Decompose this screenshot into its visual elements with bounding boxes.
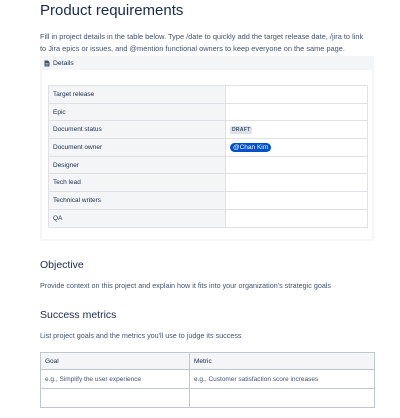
table-row bbox=[49, 103, 368, 121]
row-label-document-owner: Document owner bbox=[49, 139, 226, 157]
table-header-row bbox=[41, 353, 375, 370]
row-label-tech-lead: Tech lead bbox=[49, 174, 226, 192]
row-value-target-release[interactable] bbox=[226, 86, 368, 104]
row-label-target-release: Target release bbox=[49, 86, 226, 104]
page-title: Product requirements bbox=[40, 2, 184, 19]
table-row bbox=[49, 121, 368, 139]
table-row bbox=[41, 389, 375, 408]
success-metrics-table bbox=[40, 352, 375, 408]
details-panel bbox=[40, 56, 374, 241]
goal-cell[interactable] bbox=[41, 389, 190, 408]
row-label-qa: QA bbox=[49, 209, 226, 227]
row-value-epic[interactable] bbox=[226, 103, 368, 121]
row-value-tech-lead[interactable] bbox=[226, 174, 368, 192]
metric-cell[interactable] bbox=[190, 389, 375, 408]
column-header-goal: Goal bbox=[41, 353, 190, 370]
table-row bbox=[49, 139, 368, 157]
row-value-document-status[interactable] bbox=[226, 121, 368, 139]
row-label-document-status: Document status bbox=[49, 121, 226, 139]
row-value-document-owner[interactable] bbox=[226, 139, 368, 157]
details-table bbox=[48, 85, 368, 228]
row-value-qa[interactable] bbox=[226, 209, 368, 227]
table-row bbox=[49, 174, 368, 192]
table-row bbox=[49, 86, 368, 104]
success-metrics-heading: Success metrics bbox=[40, 309, 117, 321]
table-row bbox=[41, 370, 375, 389]
row-label-designer: Designer bbox=[49, 156, 226, 174]
row-label-technical-writers: Technical writers bbox=[49, 192, 226, 210]
objective-heading: Objective bbox=[40, 259, 84, 271]
table-row bbox=[49, 209, 368, 227]
intro-text: Fill in project details in the table below. Type /date to quickly add the target release date, /jira to link to Jira epics or issues, and @mention functional owners to keep everyone on the same page. bbox=[40, 32, 364, 53]
metric-cell[interactable]: e.g., Customer satisfaction score increases bbox=[190, 370, 375, 389]
row-label-epic: Epic bbox=[49, 103, 226, 121]
objective-text: Provide context on this project and explain how it fits into your organization's strategic goals bbox=[40, 281, 332, 290]
table-row bbox=[49, 192, 368, 210]
details-header[interactable] bbox=[44, 58, 74, 68]
page-icon bbox=[44, 60, 50, 67]
details-content bbox=[42, 70, 372, 239]
table-row bbox=[49, 156, 368, 174]
success-metrics-text: List project goals and the metrics you'll use to judge its success bbox=[40, 331, 242, 340]
details-header-label: Details bbox=[53, 59, 74, 67]
status-badge[interactable]: DRAFT bbox=[232, 126, 251, 133]
user-mention[interactable]: @Chan Kim bbox=[230, 143, 271, 152]
column-header-metric: Metric bbox=[190, 353, 375, 370]
row-value-designer[interactable] bbox=[226, 156, 368, 174]
row-value-technical-writers[interactable] bbox=[226, 192, 368, 210]
goal-cell[interactable]: e.g., Simplify the user experience bbox=[41, 370, 190, 389]
